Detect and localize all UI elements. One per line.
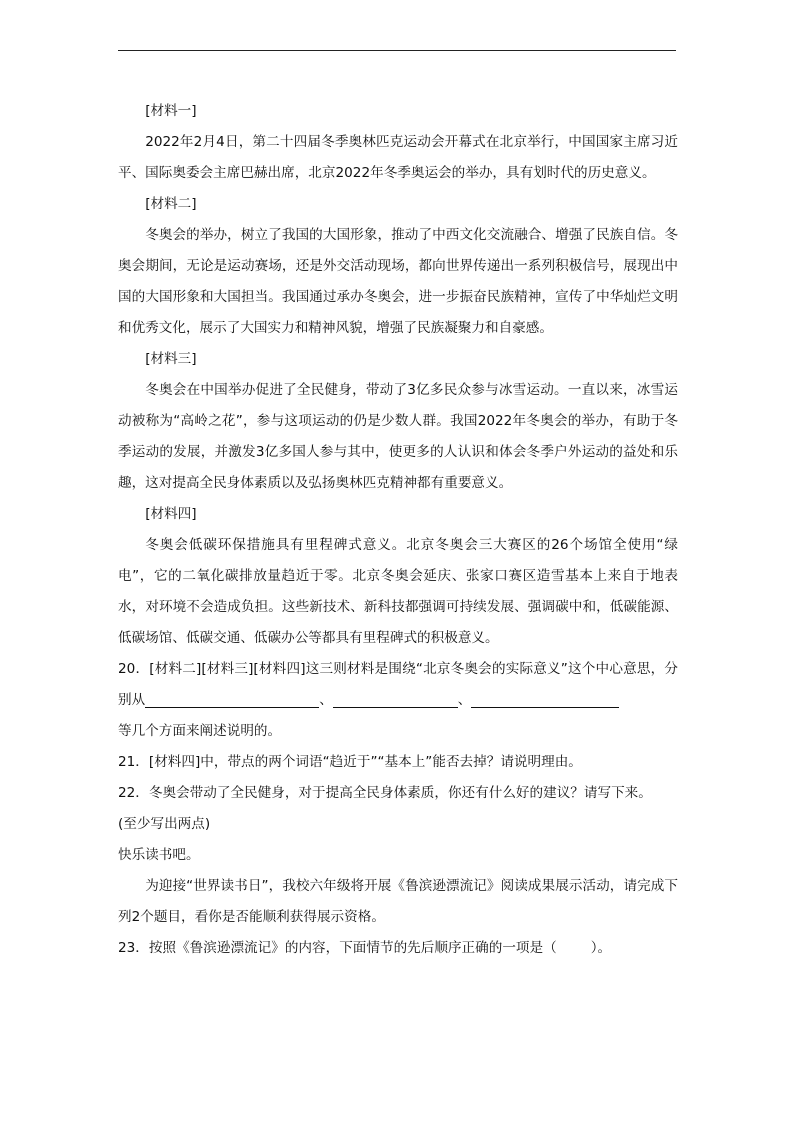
question-23-close: ）。 [590,940,612,956]
answer-blank-1[interactable] [145,689,319,708]
question-20-suffix: 等几个方面来阐述说明的。 [118,723,282,739]
question-20 [118,654,678,747]
question-20-prefix: 20．[材料二][材料三][材料四]这三则材料是围绕“北京冬奥会的实际意义”这个中心意思，分别从 [118,661,678,708]
material-4-label: [材料四] [145,506,197,522]
question-21: 21．[材料四]中，带点的两个词语“趋近于”“基本上”能否去掉？请说明理由。 [118,754,582,770]
answer-blank-2[interactable] [333,689,458,708]
question-23-text: 23．按照《鲁滨逊漂流记》的内容，下面情节的先后顺序正确的一项是（ [118,940,557,956]
header-rule [118,50,676,51]
blank-separator: 、 [457,692,472,708]
material-2-label: [材料二] [145,196,197,212]
material-1-text: 2022年2月4日，第二十四届冬季奥林匹克运动会开幕式在北京举行，中国国家主席习近平、国际奥委会主席巴赫出席，北京2022年冬季奥运会的举办，具有划时代的历史意义。 [118,134,678,181]
answer-blank-3[interactable] [471,689,619,708]
blank-separator: 、 [319,692,333,708]
question-22: 22．冬奥会带动了全民健身，对于提高全民身体素质，你还有什么好的建议？请写下来。 [118,785,652,801]
section-title: 快乐读书吧。 [118,847,200,863]
material-4-text: 冬奥会低碳环保措施具有里程碑式意义。北京冬奥会三大赛区的26个场馆全使用“绿电”，它的二氧化碳排放量趋近于零。北京冬奥会延庆、张家口赛区造雪基本上来自于地表水，对环境不会造成负担。这些新技术、新科技都强调可持续发展、强调碳中和，低碳能源、低碳场馆、低碳交通、低碳办公等都具有里程碑式的积极意义。 [118,537,678,646]
material-2-text: 冬奥会的举办，树立了我国的大国形象，推动了中西文化交流融合、增强了民族自信。冬奥会期间，无论是运动赛场，还是外交活动现场，都向世界传递出一系列积极信号，展现出中国的大国形象和大国担当。我国通过承办冬奥会，进一步振奋民族精神，宣传了中华灿烂文明和优秀文化，展示了大国实力和精神风貌，增强了民族凝聚力和自豪感。 [118,227,678,336]
question-22-note: (至少写出两点) [118,816,211,832]
material-1-label: [材料一] [145,103,197,119]
question-23 [118,933,678,964]
document-body [118,96,678,964]
material-3-text: 冬奥会在中国举办促进了全民健身，带动了3亿多民众参与冰雪运动。一直以来，冰雪运动被称为“高岭之花”，参与这项运动的仍是少数人群。我国2022年冬奥会的举办，有助于冬季运动的发展，并激发3亿多国人参与其中，使更多的人认识和体会冬季户外运动的益处和乐趣，这对提高全民身体素质以及弘扬奥林匹克精神都有重要意义。 [118,382,678,491]
section-intro: 为迎接“世界读书日”，我校六年级将开展《鲁滨逊漂流记》阅读成果展示活动，请完成下列2个题目，看你是否能顺利获得展示资格。 [118,878,678,925]
material-3-label: [材料三] [145,351,197,367]
